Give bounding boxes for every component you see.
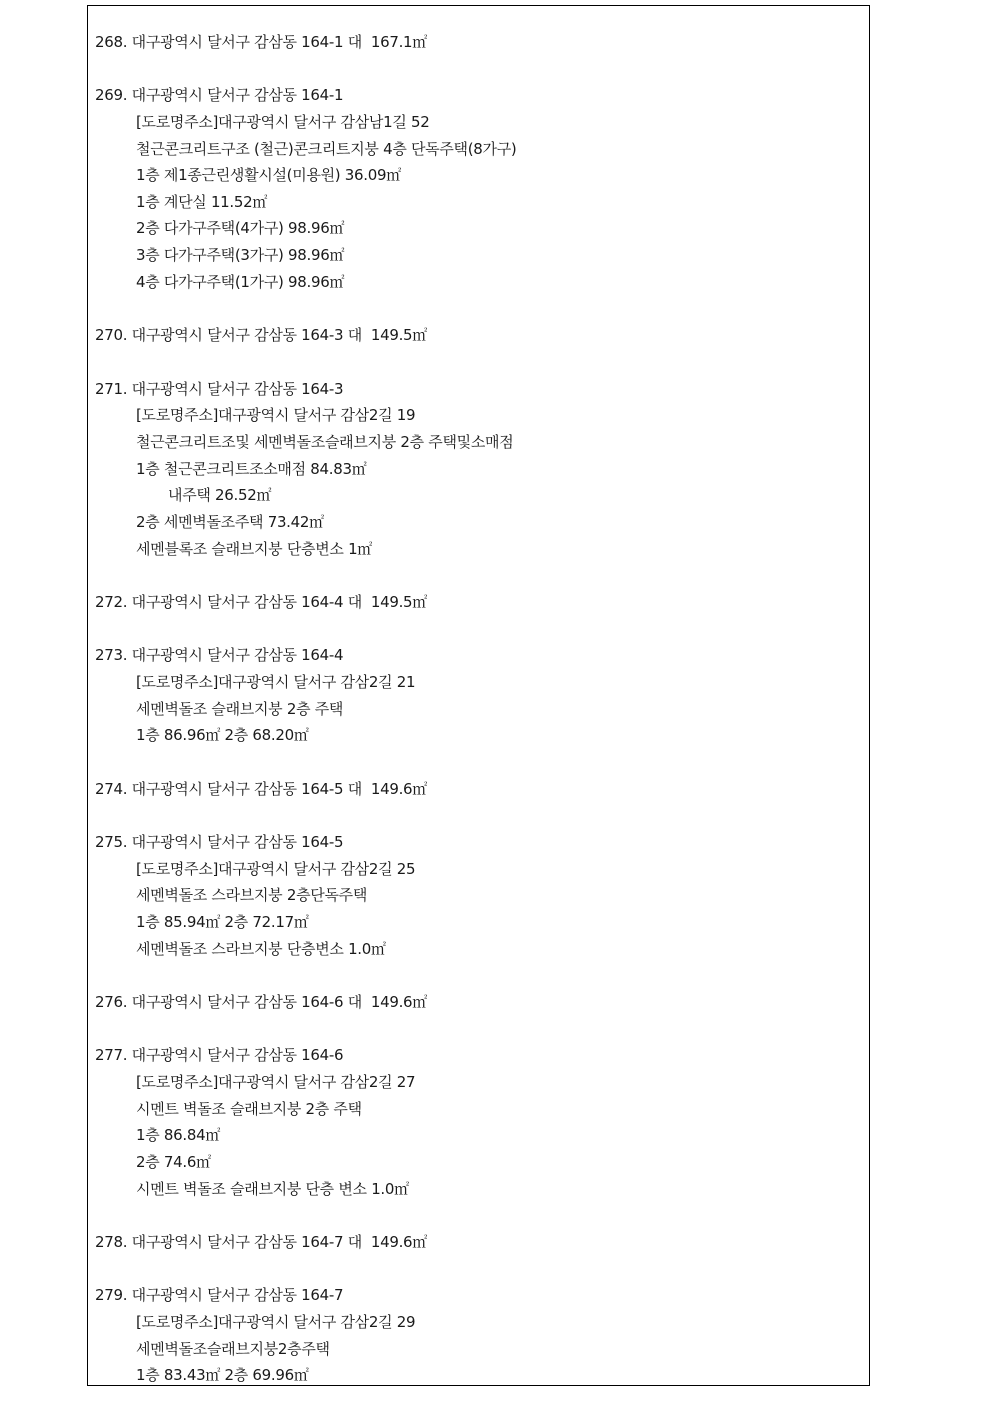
entry-277-floor-detail: 시멘트 벽돌조 슬래브지붕 단층 변소 1.0㎡ [136, 1180, 409, 1198]
entry-278: 278. 대구광역시 달서구 감삼동 164-7 대 149.6㎡ [95, 1233, 427, 1251]
entry-273-floor-detail: 1층 86.96㎡ 2층 68.20㎡ [136, 726, 309, 744]
entry-271-floor-detail: 1층 철근콘크리트조소매점 84.83㎡ [136, 460, 367, 478]
entry-276: 276. 대구광역시 달서구 감삼동 164-6 대 149.6㎡ [95, 993, 427, 1011]
entry-277-floor-detail: 2층 74.6㎡ [136, 1153, 211, 1171]
entry-271-structure: 철근콘크리트조및 세멘벽돌조슬래브지붕 2층 주택및소매점 [136, 433, 514, 451]
entry-271-floor-detail: 세멘블록조 슬래브지붕 단층변소 1㎡ [136, 540, 373, 558]
entry-277: 277. 대구광역시 달서구 감삼동 164-6 [95, 1046, 344, 1064]
entry-273-road-address: [도로명주소]대구광역시 달서구 감삼2길 21 [136, 673, 416, 691]
entry-279-floor-detail: 1층 83.43㎡ 2층 69.96㎡ [136, 1366, 309, 1384]
entry-277-road-address: [도로명주소]대구광역시 달서구 감삼2길 27 [136, 1073, 416, 1091]
entry-269-road-address: [도로명주소]대구광역시 달서구 감삼남1길 52 [136, 113, 430, 131]
entry-269-floor-detail: 2층 다가구주택(4가구) 98.96㎡ [136, 219, 345, 237]
entry-271-floor-detail: 2층 세멘벽돌조주택 73.42㎡ [136, 513, 324, 531]
entry-273: 273. 대구광역시 달서구 감삼동 164-4 [95, 646, 344, 664]
entry-279-structure: 세멘벽돌조슬래브지붕2층주택 [136, 1340, 330, 1358]
entry-274: 274. 대구광역시 달서구 감삼동 164-5 대 149.6㎡ [95, 780, 427, 798]
entry-277-structure: 시멘트 벽돌조 슬래브지붕 2층 주택 [136, 1100, 362, 1118]
entry-279: 279. 대구광역시 달서구 감삼동 164-7 [95, 1286, 344, 1304]
entry-269: 269. 대구광역시 달서구 감삼동 164-1 [95, 86, 344, 104]
entry-271-road-address: [도로명주소]대구광역시 달서구 감삼2길 19 [136, 406, 416, 424]
entry-269-floor-detail: 1층 제1종근린생활시설(미용원) 36.09㎡ [136, 166, 401, 184]
entry-279-road-address: [도로명주소]대구광역시 달서구 감삼2길 29 [136, 1313, 416, 1331]
entry-269-structure: 철근콘크리트구조 (철근)콘크리트지붕 4층 단독주택(8가구) [136, 140, 517, 158]
entry-275-road-address: [도로명주소]대구광역시 달서구 감삼2길 25 [136, 860, 416, 878]
entry-277-floor-detail: 1층 86.84㎡ [136, 1126, 221, 1144]
entry-271-floor-detail: 내주택 26.52㎡ [168, 486, 272, 504]
entry-269-floor-detail: 4층 다가구주택(1가구) 98.96㎡ [136, 273, 345, 291]
entry-275: 275. 대구광역시 달서구 감삼동 164-5 [95, 833, 344, 851]
entry-275-structure: 세멘벽돌조 스라브지붕 2층단독주택 [136, 886, 368, 904]
entry-273-structure: 세멘벽돌조 슬래브지붕 2층 주택 [136, 700, 344, 718]
entry-270: 270. 대구광역시 달서구 감삼동 164-3 대 149.5㎡ [95, 326, 427, 344]
entry-275-floor-detail: 세멘벽돌조 스라브지붕 단층변소 1.0㎡ [136, 940, 386, 958]
entry-271: 271. 대구광역시 달서구 감삼동 164-3 [95, 380, 344, 398]
entry-272: 272. 대구광역시 달서구 감삼동 164-4 대 149.5㎡ [95, 593, 427, 611]
entry-269-floor-detail: 3층 다가구주택(3가구) 98.96㎡ [136, 246, 345, 264]
entry-269-floor-detail: 1층 계단실 11.52㎡ [136, 193, 268, 211]
entry-268: 268. 대구광역시 달서구 감삼동 164-1 대 167.1㎡ [95, 33, 427, 51]
entry-275-floor-detail: 1층 85.94㎡ 2층 72.17㎡ [136, 913, 309, 931]
